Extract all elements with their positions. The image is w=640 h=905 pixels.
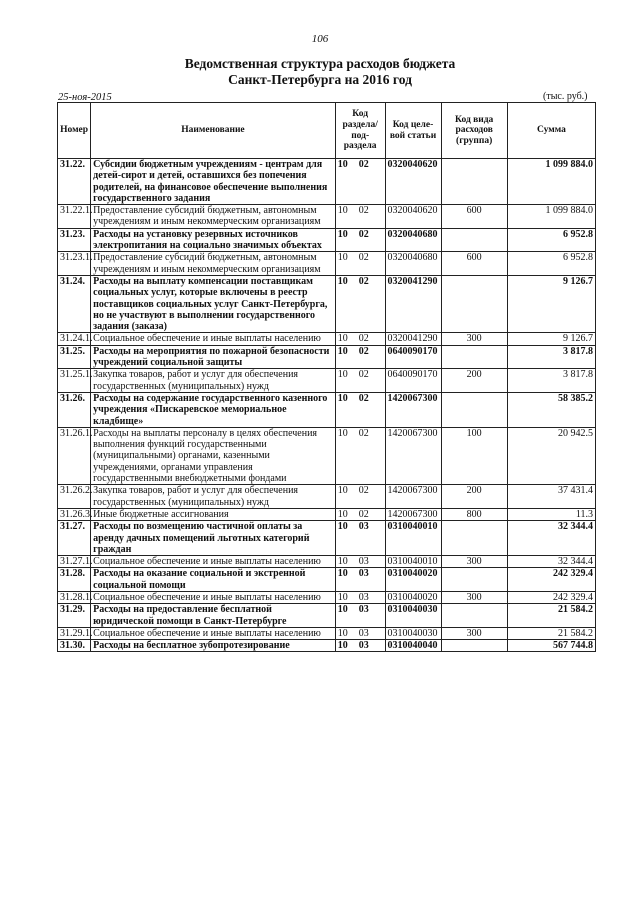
table-row xyxy=(58,640,596,652)
subsection-code: 03 xyxy=(358,591,369,603)
section-code: 10 xyxy=(337,275,348,287)
row-target-code: 1420067300 xyxy=(385,485,441,509)
row-number: 31.28.1. xyxy=(58,591,91,603)
subsection-code: 03 xyxy=(358,640,369,652)
row-section-code xyxy=(335,369,385,393)
table-row xyxy=(58,159,596,205)
section-code: 10 xyxy=(337,333,348,345)
subsection-code: 03 xyxy=(358,568,369,580)
row-number: 31.24. xyxy=(58,275,91,332)
row-expense-type xyxy=(441,640,507,652)
table-row xyxy=(58,333,596,345)
row-sum: 11.3 xyxy=(507,508,595,520)
header-name: Наименование xyxy=(91,103,336,159)
row-number: 31.29. xyxy=(58,604,91,628)
row-sum: 9 126.7 xyxy=(507,333,595,345)
row-target-code: 0640090170 xyxy=(385,369,441,393)
row-expense-type xyxy=(441,392,507,427)
row-target-code: 0320040620 xyxy=(385,205,441,229)
row-sum: 9 126.7 xyxy=(507,275,595,332)
row-sum: 567 744.8 xyxy=(507,640,595,652)
subsection-code: 02 xyxy=(358,205,369,217)
subsection-code: 02 xyxy=(358,345,369,357)
row-number: 31.27. xyxy=(58,521,91,556)
units-label: (тыс. руб.) xyxy=(543,91,588,102)
table-row xyxy=(58,345,596,369)
row-name: Расходы на выплату компенсации поставщикам социальных услуг, которые включены в реестр поставщиков социальных услуг Санкт-Петербурга, но не участвуют в выполнении государственного задания (заказа) xyxy=(91,275,336,332)
row-target-code: 0320040680 xyxy=(385,252,441,276)
row-expense-type: 300 xyxy=(441,556,507,568)
row-number: 31.26.2. xyxy=(58,485,91,509)
header-section-code: Код раздела/ под- раздела xyxy=(335,103,385,159)
row-number: 31.26. xyxy=(58,392,91,427)
row-expense-type xyxy=(441,568,507,592)
section-code: 10 xyxy=(337,159,348,170)
row-target-code: 0310040020 xyxy=(385,591,441,603)
budget-table xyxy=(57,102,596,652)
row-name: Расходы по возмещению частичной оплаты за аренду дачных помещений льготных категорий граждан xyxy=(91,521,336,556)
table-row xyxy=(58,627,596,639)
row-number: 31.29.1. xyxy=(58,627,91,639)
subsection-code: 02 xyxy=(358,228,369,240)
subsection-code: 02 xyxy=(358,252,369,264)
header-expense-type: Код вида расходов (группа) xyxy=(441,103,507,159)
row-expense-type: 200 xyxy=(441,369,507,393)
row-target-code: 0310040010 xyxy=(385,521,441,556)
row-expense-type xyxy=(441,275,507,332)
row-number: 31.27.1. xyxy=(58,556,91,568)
subsection-code: 03 xyxy=(358,604,369,616)
row-expense-type: 600 xyxy=(441,252,507,276)
row-section-code xyxy=(335,568,385,592)
row-section-code xyxy=(335,252,385,276)
row-target-code: 0310040030 xyxy=(385,604,441,628)
row-sum: 32 344.4 xyxy=(507,521,595,556)
subsection-code: 02 xyxy=(358,159,369,170)
row-name: Расходы на мероприятия по пожарной безопасности учреждений социальной защиты xyxy=(91,345,336,369)
header-row xyxy=(58,103,596,159)
table-row xyxy=(58,427,596,484)
row-section-code xyxy=(335,427,385,484)
row-target-code: 1420067300 xyxy=(385,427,441,484)
row-section-code xyxy=(335,556,385,568)
subsection-code: 02 xyxy=(358,369,369,381)
row-expense-type: 200 xyxy=(441,485,507,509)
row-name: Социальное обеспечение и иные выплаты населению xyxy=(91,333,336,345)
row-number: 31.23.1. xyxy=(58,252,91,276)
row-sum: 6 952.8 xyxy=(507,252,595,276)
row-name: Предоставление субсидий бюджетным, автономным учреждениям и иным некоммерческим организациям xyxy=(91,205,336,229)
row-section-code xyxy=(335,345,385,369)
subsection-code: 02 xyxy=(358,427,369,439)
row-name: Социальное обеспечение и иные выплаты населению xyxy=(91,591,336,603)
row-sum: 1 099 884.0 xyxy=(507,205,595,229)
subsection-code: 02 xyxy=(358,333,369,345)
section-code: 10 xyxy=(337,640,348,652)
table-row xyxy=(58,275,596,332)
section-code: 10 xyxy=(337,205,348,217)
row-target-code: 0320040680 xyxy=(385,228,441,252)
table-row xyxy=(58,228,596,252)
row-expense-type: 800 xyxy=(441,508,507,520)
document-date: 25-ноя-2015 xyxy=(58,92,112,103)
section-code: 10 xyxy=(337,228,348,240)
table-row xyxy=(58,568,596,592)
row-sum: 20 942.5 xyxy=(507,427,595,484)
row-name: Расходы на установку резервных источников электропитания на социально значимых объектах xyxy=(91,228,336,252)
row-section-code xyxy=(335,485,385,509)
title-line-1: Ведомственная структура расходов бюджета xyxy=(184,56,456,71)
row-target-code: 1420067300 xyxy=(385,392,441,427)
section-code: 10 xyxy=(337,556,348,568)
row-name: Социальное обеспечение и иные выплаты населению xyxy=(91,627,336,639)
row-target-code: 0310040030 xyxy=(385,627,441,639)
row-sum: 6 952.8 xyxy=(507,228,595,252)
header-target-code: Код целе- вой статьи xyxy=(385,103,441,159)
row-target-code: 1420067300 xyxy=(385,508,441,520)
subsection-code: 02 xyxy=(358,485,369,497)
section-code: 10 xyxy=(337,604,348,616)
row-number: 31.30. xyxy=(58,640,91,652)
row-section-code xyxy=(335,521,385,556)
subsection-code: 03 xyxy=(358,521,369,533)
row-expense-type: 300 xyxy=(441,591,507,603)
section-code: 10 xyxy=(337,591,348,603)
section-code: 10 xyxy=(337,568,348,580)
row-expense-type: 300 xyxy=(441,333,507,345)
section-code: 10 xyxy=(337,369,348,381)
row-number: 31.24.1. xyxy=(58,333,91,345)
row-sum: 37 431.4 xyxy=(507,485,595,509)
row-name: Расходы на выплаты персоналу в целях обеспечения выполнения функций государственными (муниципальными) органами, казенными учреждениями, органами управления государственными внебюджетными фондами xyxy=(91,427,336,484)
row-number: 31.22.1. xyxy=(58,205,91,229)
row-section-code xyxy=(335,508,385,520)
row-section-code xyxy=(335,205,385,229)
row-name: Субсидии бюджетным учреждениям - центрам для детей-сирот и детей, оставшихся без попечения родителей, на финансовое обеспечение выполнения государственного задания xyxy=(91,159,336,205)
section-code: 10 xyxy=(337,485,348,497)
row-expense-type xyxy=(441,159,507,205)
row-section-code xyxy=(335,627,385,639)
row-target-code: 0310040020 xyxy=(385,568,441,592)
section-code: 10 xyxy=(337,627,348,639)
row-target-code: 0310040010 xyxy=(385,556,441,568)
subsection-code: 03 xyxy=(358,627,369,639)
row-expense-type xyxy=(441,521,507,556)
row-target-code: 0640090170 xyxy=(385,345,441,369)
row-name: Закупка товаров, работ и услуг для обеспечения государственных (муниципальных) нужд xyxy=(91,485,336,509)
section-code: 10 xyxy=(337,252,348,264)
row-section-code xyxy=(335,604,385,628)
row-expense-type: 300 xyxy=(441,627,507,639)
row-target-code: 0320040620 xyxy=(385,159,441,205)
row-section-code xyxy=(335,591,385,603)
subsection-code: 02 xyxy=(358,275,369,287)
document-title xyxy=(0,56,640,88)
table-row xyxy=(58,369,596,393)
row-sum: 1 099 884.0 xyxy=(507,159,595,205)
row-expense-type xyxy=(441,604,507,628)
row-name: Закупка товаров, работ и услуг для обеспечения государственных (муниципальных) нужд xyxy=(91,369,336,393)
row-name: Иные бюджетные ассигнования xyxy=(91,508,336,520)
row-section-code xyxy=(335,333,385,345)
row-name: Расходы на бесплатное зубопротезирование xyxy=(91,640,336,652)
title-line-2: Санкт-Петербурга на 2016 год xyxy=(228,72,412,87)
section-code: 10 xyxy=(337,345,348,357)
subsection-code: 03 xyxy=(358,556,369,568)
table-row xyxy=(58,591,596,603)
row-number: 31.25.1. xyxy=(58,369,91,393)
table-row xyxy=(58,252,596,276)
section-code: 10 xyxy=(337,427,348,439)
table-row xyxy=(58,205,596,229)
table-row xyxy=(58,604,596,628)
row-expense-type xyxy=(441,345,507,369)
row-sum: 21 584.2 xyxy=(507,604,595,628)
row-number: 31.28. xyxy=(58,568,91,592)
row-section-code xyxy=(335,392,385,427)
header-sum: Сумма xyxy=(507,103,595,159)
row-number: 31.26.1. xyxy=(58,427,91,484)
row-target-code: 0320041290 xyxy=(385,333,441,345)
row-section-code xyxy=(335,640,385,652)
row-expense-type: 100 xyxy=(441,427,507,484)
row-number: 31.25. xyxy=(58,345,91,369)
row-sum: 58 385.2 xyxy=(507,392,595,427)
subsection-code: 02 xyxy=(358,508,369,520)
subsection-code: 02 xyxy=(358,392,369,404)
row-name: Расходы на содержание государственного казенного учреждения «Пискаревское мемориальное кладбище» xyxy=(91,392,336,427)
row-sum: 242 329.4 xyxy=(507,591,595,603)
table-row xyxy=(58,508,596,520)
section-code: 10 xyxy=(337,392,348,404)
row-number: 31.22. xyxy=(58,159,91,205)
row-target-code: 0320041290 xyxy=(385,275,441,332)
row-sum: 242 329.4 xyxy=(507,568,595,592)
table-row xyxy=(58,392,596,427)
table-row xyxy=(58,556,596,568)
table-row xyxy=(58,521,596,556)
row-section-code xyxy=(335,228,385,252)
row-name: Расходы на оказание социальной и экстренной социальной помощи xyxy=(91,568,336,592)
row-number: 31.26.3. xyxy=(58,508,91,520)
row-sum: 3 817.8 xyxy=(507,369,595,393)
row-expense-type xyxy=(441,228,507,252)
row-name: Предоставление субсидий бюджетным, автономным учреждениям и иным некоммерческим организациям xyxy=(91,252,336,276)
section-code: 10 xyxy=(337,521,348,533)
row-sum: 21 584.2 xyxy=(507,627,595,639)
table-row xyxy=(58,485,596,509)
row-sum: 3 817.8 xyxy=(507,345,595,369)
row-target-code: 0310040040 xyxy=(385,640,441,652)
row-expense-type: 600 xyxy=(441,205,507,229)
header-number: Номер xyxy=(58,103,91,159)
page-number: 106 xyxy=(311,33,329,45)
row-section-code xyxy=(335,275,385,332)
row-name: Расходы на предоставление бесплатной юридической помощи в Санкт-Петербурге xyxy=(91,604,336,628)
row-sum: 32 344.4 xyxy=(507,556,595,568)
row-name: Социальное обеспечение и иные выплаты населению xyxy=(91,556,336,568)
row-section-code xyxy=(335,159,385,205)
section-code: 10 xyxy=(337,508,348,520)
row-number: 31.23. xyxy=(58,228,91,252)
